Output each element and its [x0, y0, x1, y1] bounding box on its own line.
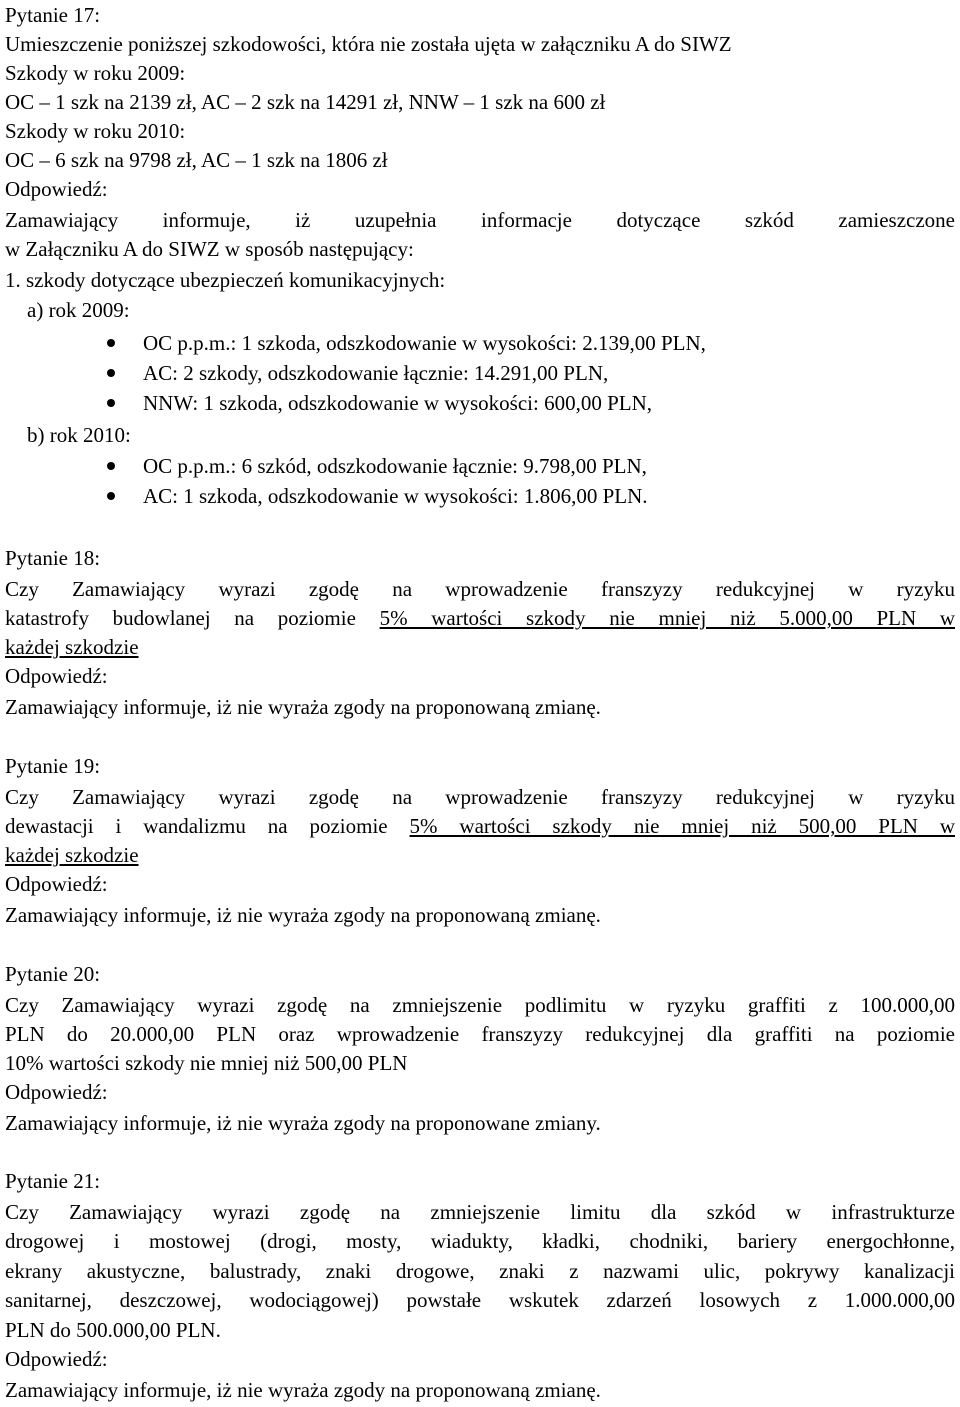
q17-list-title: 1. szkody dotyczące ubezpieczeń komunikacyjnych:: [5, 268, 446, 292]
q18-line: Czy Zamawiający wyrazi zgodę na wprowadzenie franszyzy redukcyjnej w ryzyku: [5, 577, 955, 601]
q18-line-plain: katastrofy budowlanej na poziomie: [5, 606, 380, 630]
q19-line-underlined: każdej szkodzie: [5, 843, 139, 867]
q19-line-plain: dewastacji i wandalizmu na poziomie: [5, 814, 410, 838]
bullet-icon: [107, 399, 115, 407]
bullet-icon: [107, 369, 115, 377]
q17-item-b: OC p.p.m.: 6 szkód, odszkodowanie łącznie: 9.798,00 PLN,: [143, 454, 647, 478]
q17-answer-line: Zamawiający informuje, iż uzupełnia informacje dotyczące szkód zamieszczone: [5, 208, 955, 232]
q19-line: [5, 811, 955, 841]
q21-line: PLN do 500.000,00 PLN.: [5, 1318, 221, 1342]
q18-answer: Zamawiający informuje, iż nie wyraża zgody na proponowaną zmianę.: [5, 695, 601, 719]
q18-line-underlined: 5% wartości szkody nie mniej niż 5.000,00 PLN w: [379, 606, 955, 630]
q21-line: ekrany akustyczne, balustrady, znaki drogowe, znaki z nazwami ulic, pokrywy kanalizacji: [5, 1259, 955, 1283]
q18-answer-label: Odpowiedź:: [5, 664, 108, 688]
bullet-icon: [107, 339, 115, 347]
q17-item-a: OC p.p.m.: 1 szkoda, odszkodowanie w wysokości: 2.139,00 PLN,: [143, 331, 706, 355]
q17-line: Szkody w roku 2009:: [5, 61, 186, 85]
q18-line: [5, 603, 955, 633]
q21-answer: Zamawiający informuje, iż nie wyraża zgody na proponowaną zmianę.: [5, 1378, 601, 1402]
q19-line-underlined: 5% wartości szkody nie mniej niż 500,00 PLN w: [409, 814, 955, 838]
q17-line: Umieszczenie poniższej szkodowości, która nie została ujęta w załączniku A do SIWZ: [5, 32, 732, 56]
q17-answer-label: Odpowiedź:: [5, 177, 108, 201]
q17-line: OC – 1 szk na 2139 zł, AC – 2 szk na 14291 zł, NNW – 1 szk na 600 zł: [5, 90, 606, 114]
q21-line: drogowej i mostowej (drogi, mosty, wiadukty, kładki, chodniki, bariery energochłonne,: [5, 1229, 955, 1253]
q17-year-b: b) rok 2010:: [27, 423, 131, 447]
q17-header: Pytanie 17:: [5, 3, 101, 27]
q21-line: sanitarnej, deszczowej, wodociągowej) powstałe wskutek zdarzeń losowych z 1.000.000,00: [5, 1288, 955, 1312]
q19-answer: Zamawiający informuje, iż nie wyraża zgody na proponowaną zmianę.: [5, 903, 601, 927]
q17-line: Szkody w roku 2010:: [5, 119, 186, 143]
bullet-icon: [107, 492, 115, 500]
q20-answer-label: Odpowiedź:: [5, 1080, 108, 1104]
q18-line-underlined: każdej szkodzie: [5, 635, 139, 659]
q17-year-a: a) rok 2009:: [27, 298, 130, 322]
q19-answer-label: Odpowiedź:: [5, 872, 108, 896]
q17-item-a: AC: 2 szkody, odszkodowanie łącznie: 14.291,00 PLN,: [143, 361, 609, 385]
bullet-icon: [107, 462, 115, 470]
q21-header: Pytanie 21:: [5, 1169, 101, 1193]
q18-header: Pytanie 18:: [5, 546, 101, 570]
q20-header: Pytanie 20:: [5, 962, 101, 986]
q17-line: OC – 6 szk na 9798 zł, AC – 1 szk na 1806 zł: [5, 148, 388, 172]
q19-line: [5, 840, 955, 870]
q17-answer-line: w Załączniku A do SIWZ w sposób następujący:: [5, 237, 414, 261]
q20-line: 10% wartości szkody nie mniej niż 500,00 PLN: [5, 1051, 408, 1075]
q17-item-b: AC: 1 szkoda, odszkodowanie w wysokości: 1.806,00 PLN.: [143, 484, 648, 508]
q21-answer-label: Odpowiedź:: [5, 1347, 108, 1371]
q19-header: Pytanie 19:: [5, 754, 101, 778]
q20-line: PLN do 20.000,00 PLN oraz wprowadzenie franszyzy redukcyjnej dla graffiti na poziomie: [5, 1022, 955, 1046]
q18-line: [5, 632, 955, 662]
q20-line: Czy Zamawiający wyrazi zgodę na zmniejszenie podlimitu w ryzyku graffiti z 100.000,00: [5, 993, 955, 1017]
q19-line: Czy Zamawiający wyrazi zgodę na wprowadzenie franszyzy redukcyjnej w ryzyku: [5, 785, 955, 809]
q20-answer: Zamawiający informuje, iż nie wyraża zgody na proponowane zmiany.: [5, 1111, 601, 1135]
q17-item-a: NNW: 1 szkoda, odszkodowanie w wysokości: 600,00 PLN,: [143, 391, 652, 415]
q21-line: Czy Zamawiający wyrazi zgodę na zmniejszenie limitu dla szkód w infrastrukturze: [5, 1200, 955, 1224]
